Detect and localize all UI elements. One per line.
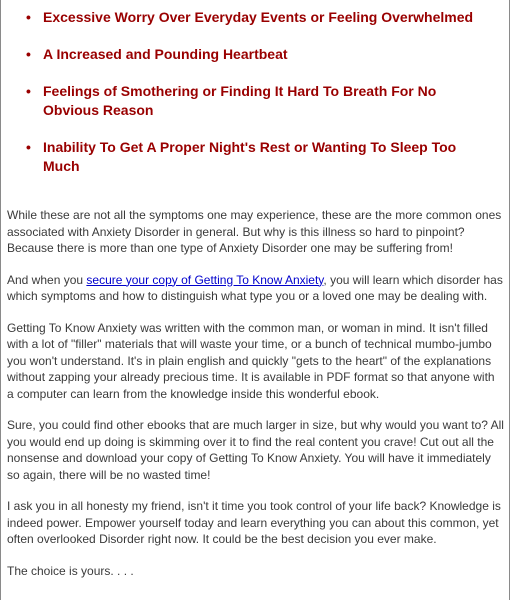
paragraph-text: , you will learn which disorder has which symptoms and how to distinguish what type you or a loved one may be dealing with. bbox=[7, 272, 503, 303]
symptom-item bbox=[26, 138, 496, 176]
left-border bbox=[0, 0, 1, 600]
symptom-item bbox=[26, 45, 496, 64]
symptom-text: A Increased and Pounding Heartbeat bbox=[43, 46, 288, 62]
paragraph-about-book: Getting To Know Anxiety was written with the common man, or woman in mind. It isn't filled with a lot of "filler" materials that will waste your time, or a bunch of technical mumbo-jumbo you won't understand. It's in plain english and quickly "gets to the heart" of the explanations without zapping your already precious time. It is available in PDF format so that anyone with a computer can learn from the knowledge inside this wonderful ebook. bbox=[7, 320, 495, 401]
symptom-item bbox=[26, 82, 496, 120]
paragraph-take-control: I ask you in all honesty my friend, isn't it time you took control of your life back? Knowledge is indeed power. Empower yourself today and learn everything you can about this common, yet often overlooked Disorder right now. It could be the best decision you ever make. bbox=[7, 499, 501, 546]
bullet-icon: • bbox=[26, 46, 31, 62]
bullet-icon: • bbox=[26, 83, 31, 99]
secure-copy-link[interactable]: secure your copy of Getting To Know Anxiety bbox=[86, 272, 324, 287]
paragraph-choice: The choice is yours. . . . bbox=[7, 563, 134, 578]
symptom-text: Feelings of Smothering or Finding It Hard To Breath For No Obvious Reason bbox=[43, 83, 437, 118]
symptom-item bbox=[26, 8, 496, 27]
symptom-list bbox=[26, 8, 496, 194]
paragraph-symptoms-summary: While these are not all the symptoms one may experience, these are the more common ones associated with Anxiety Disorder in general. But why is this illness so hard to pinpoint? Because there is more than one type of Anxiety Disorder one may be suffering from! bbox=[7, 208, 502, 255]
paragraph-other-ebooks: Sure, you could find other ebooks that are much larger in size, but why would you want to? All you would end up doing is skimming over it to find the real content you crave! Cut out all the nonsense and download your copy of Getting To Know Anxiety. You will have it immediately so again, there will be no wasted time! bbox=[7, 418, 504, 482]
paragraph-text: And when you bbox=[7, 272, 87, 287]
bullet-icon: • bbox=[26, 9, 31, 25]
article-body bbox=[7, 207, 504, 594]
symptom-text: Inability To Get A Proper Night's Rest or Wanting To Sleep Too Much bbox=[43, 139, 457, 174]
paragraph-secure-copy bbox=[7, 272, 504, 305]
bullet-icon: • bbox=[26, 139, 31, 155]
symptom-text: Excessive Worry Over Everyday Events or Feeling Overwhelmed bbox=[43, 9, 474, 25]
